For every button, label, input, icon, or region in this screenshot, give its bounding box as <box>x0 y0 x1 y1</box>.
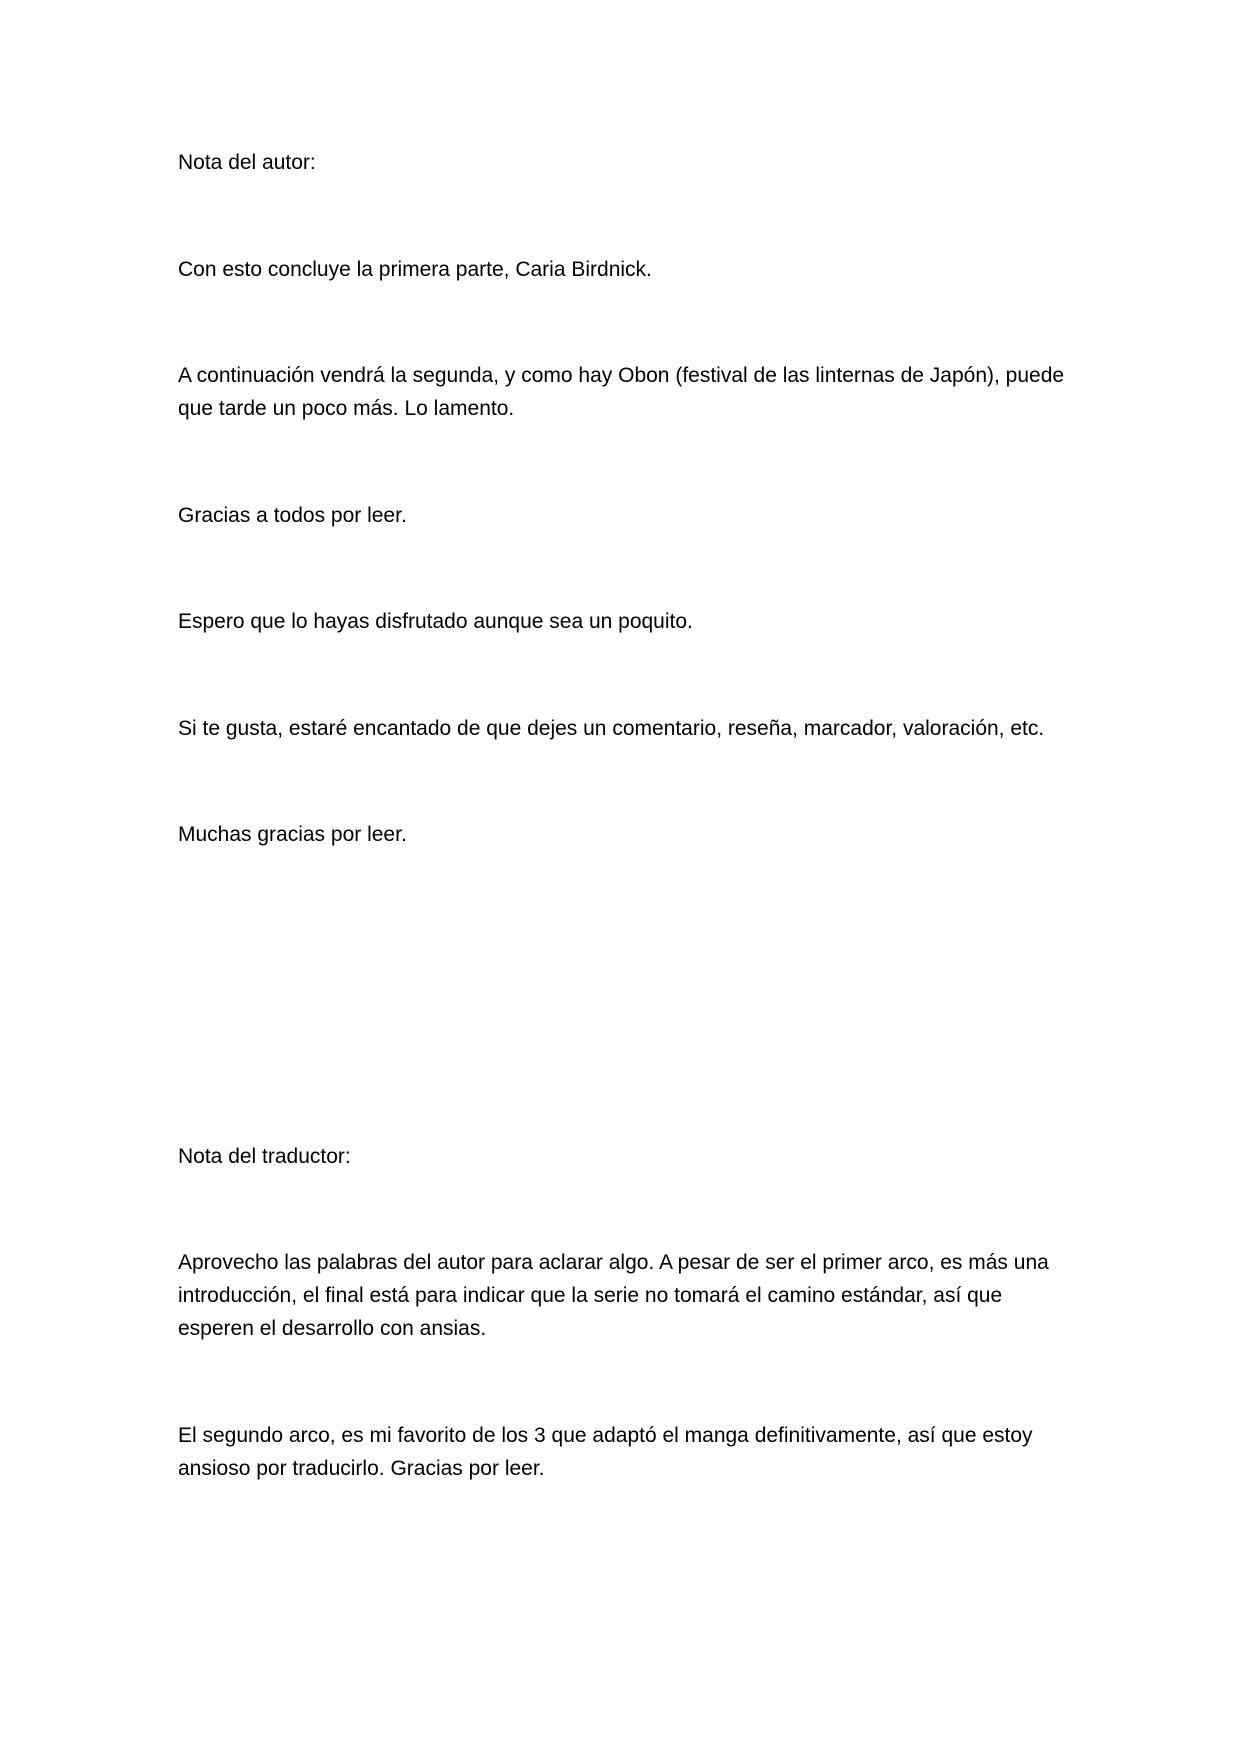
translator-note-paragraph: Aprovecho las palabras del autor para aclarar algo. A pesar de ser el primer arco, es más una introducción, el final está para indicar que la serie no tomará el camino estándar, así que esperen el desarrollo con ansias. <box>178 1251 1049 1340</box>
author-note-paragraph: A continuación vendrá la segunda, y como hay Obon (festival de las linternas de Japón), puede que tarde un poco más. Lo lamento. <box>178 364 1065 420</box>
author-note-paragraph: Si te gusta, estaré encantado de que dejes un comentario, reseña, marcador, valoración, etc. <box>178 717 1045 740</box>
translator-note-heading: Nota del traductor: <box>178 1145 351 1168</box>
author-note-paragraph: Gracias a todos por leer. <box>178 504 407 527</box>
author-note-paragraph: Muchas gracias por leer. <box>178 823 407 846</box>
author-note-paragraph: Espero que lo hayas disfrutado aunque sea un poquito. <box>178 610 693 633</box>
author-note-paragraph: Con esto concluye la primera parte, Caria Birdnick. <box>178 258 652 281</box>
author-note-heading: Nota del autor: <box>178 151 316 174</box>
translator-note-paragraph: El segundo arco, es mi favorito de los 3 que adaptó el manga definitivamente, así que estoy ansioso por traducirlo. Gracias por leer. <box>178 1424 1033 1480</box>
